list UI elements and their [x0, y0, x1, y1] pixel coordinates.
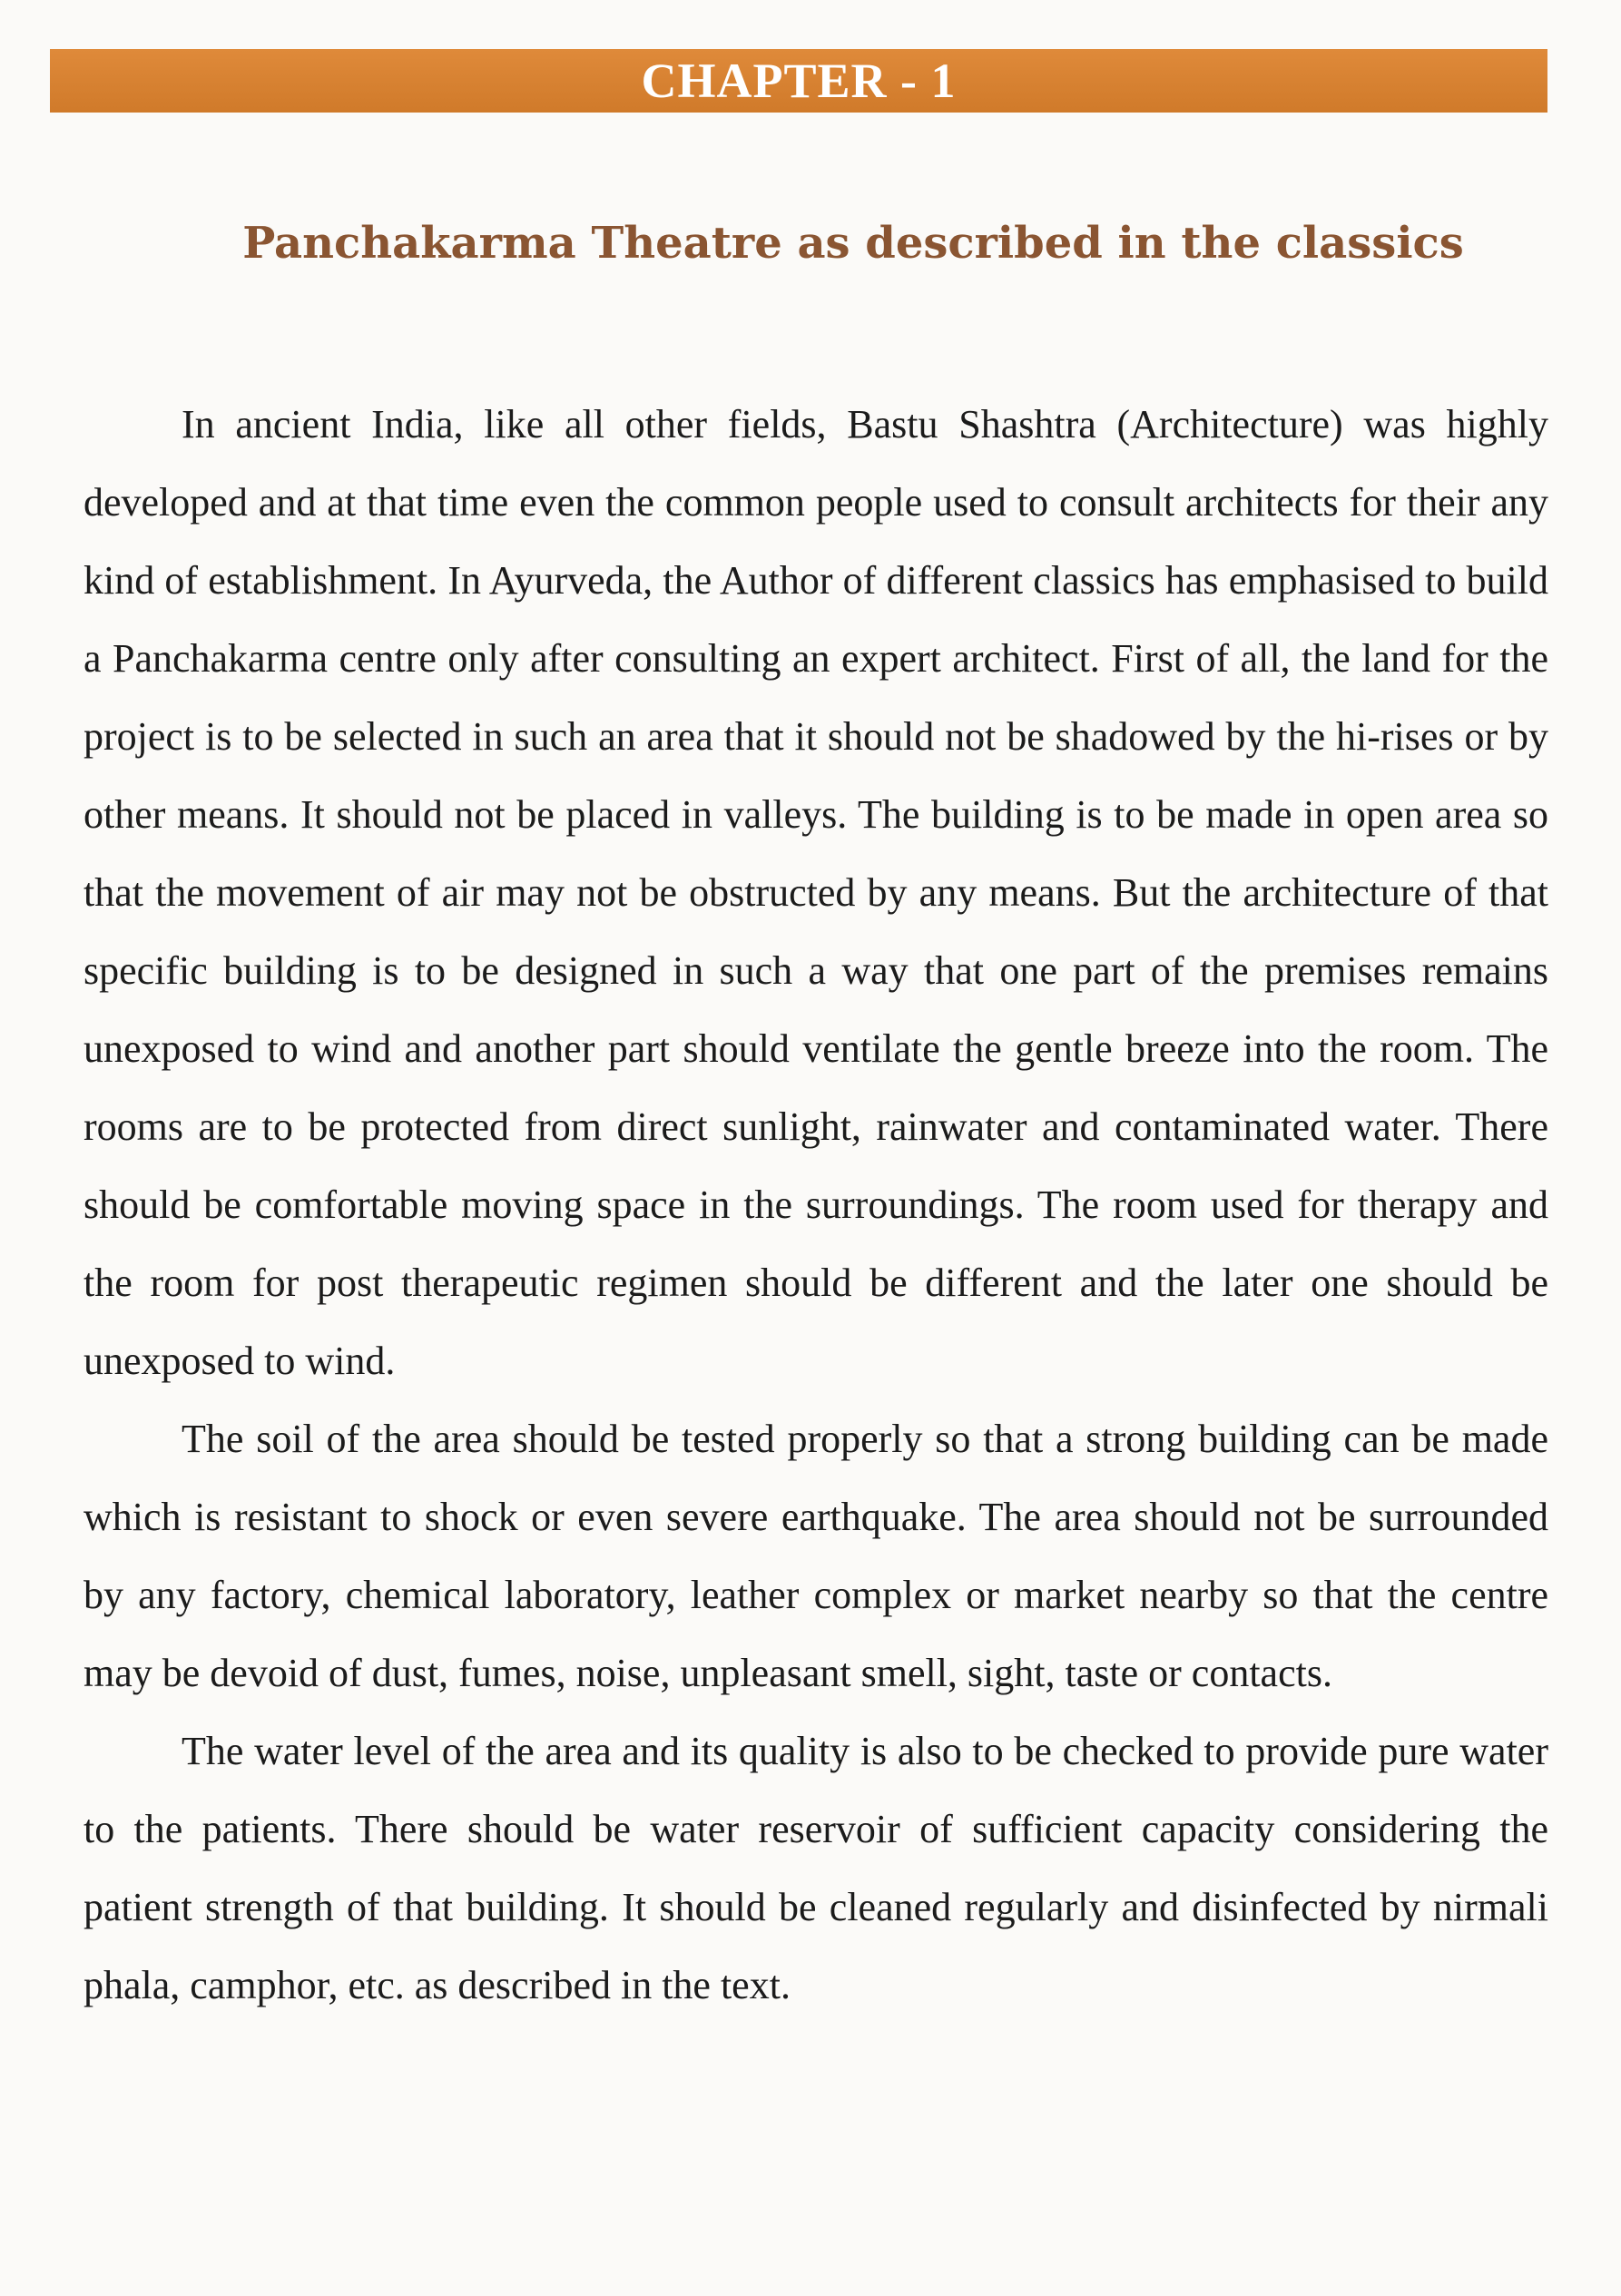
paragraph-water: The water level of the area and its quality is also to be checked to provide pure water to the patients. There should be water reservoir of sufficient capacity considering the patient strength of that building. It should be cleaned regularly and disinfected by nirmali phala, camphor, etc. as described in the text.	[84, 1729, 1548, 2007]
chapter-label: CHAPTER - 1	[641, 54, 957, 108]
paragraph-architecture: In ancient India, like all other fields, Bastu Shashtra (Architecture) was highly developed and at that time even the common people used to consult architects for their any kind of establishment. In Ayurveda, the Author of different classics has emphasised to build a Panchakarma centre only after consulting an expert architect. First of all, the land for the project is to be selected in such an area that it should not be shadowed by the hi-rises or by other means. It should not be placed in valleys. The building is to be made in open area so that the movement of air may not be obstructed by any means. But the architecture of that specific building is to be designed in such a way that one part of the premises remains unexposed to wind and another part should ventilate the gentle breeze into the room. The rooms are to be protected from direct sunlight, rainwater and contaminated water. There should be comfortable moving space in the surroundings. The room used for therapy and the room for post therapeutic regimen should be different and the later one should be unexposed to wind.	[84, 402, 1548, 1383]
page-title: Panchakarma Theatre as described in the classics	[242, 218, 1464, 269]
body-text	[84, 386, 1548, 2025]
chapter-banner	[50, 49, 1547, 113]
paragraph-soil: The soil of the area should be tested properly so that a strong building can be made which is resistant to shock or even severe earthquake. The area should not be surrounded by any factory, chemical laboratory, leather complex or market nearby so that the centre may be devoid of dust, fumes, noise, unpleasant smell, sight, taste or contacts.	[84, 1417, 1548, 1695]
